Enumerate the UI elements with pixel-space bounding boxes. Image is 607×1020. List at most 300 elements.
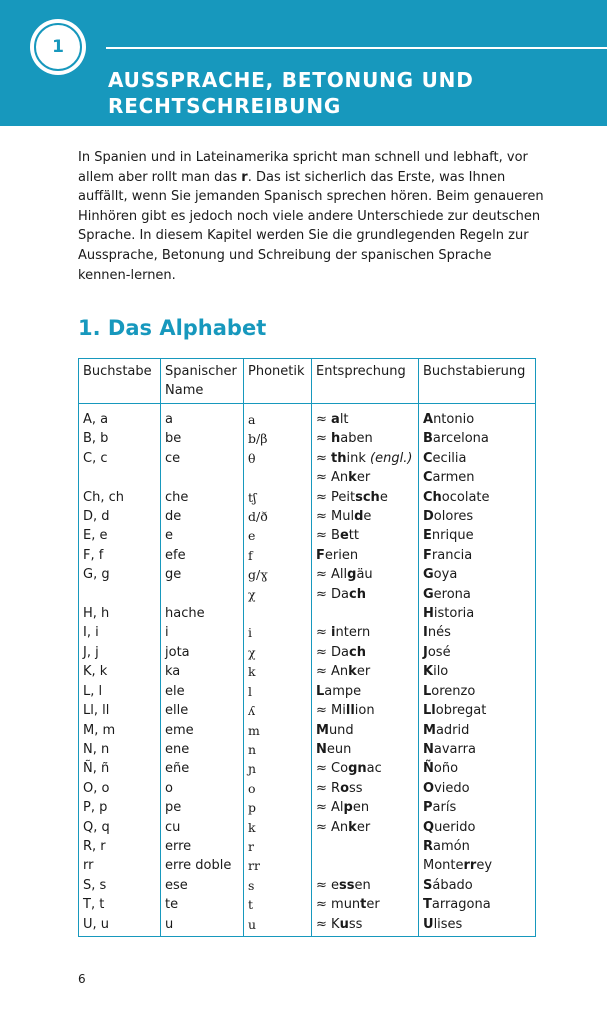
spelling-cell [419, 429, 536, 448]
spelling-word-rest: orenzo [431, 683, 476, 699]
table-row [79, 895, 536, 914]
phonetic-cell [244, 604, 312, 623]
spelling-highlight: Ch [423, 489, 442, 505]
spanish-name-text: ce [165, 450, 181, 466]
spelling-word-rest: viedo [434, 780, 470, 796]
spanish-name-text: elle [165, 703, 189, 719]
equivalent-text-end: er [356, 819, 371, 835]
equivalent-text-end: ac [366, 761, 382, 777]
letter-text: L, l [83, 683, 103, 699]
equivalent-text: ≈ R [316, 780, 341, 796]
spelling-word-rest: obregat [435, 703, 487, 719]
spelling-highlight: Ñ [423, 761, 434, 777]
equivalent-highlight: k [348, 664, 357, 680]
equivalent-text: ≈ Mul [316, 509, 355, 525]
letter-cell [79, 740, 161, 759]
letter-cell [79, 915, 161, 937]
phonetic-cell [244, 565, 312, 584]
equivalent-text-end: er [366, 897, 380, 913]
letter-text: J, j [83, 644, 99, 660]
spanish-name-text: cu [165, 819, 181, 835]
spanish-name-cell [161, 915, 244, 937]
spanish-name-text: erre [165, 838, 192, 854]
spelling-cell [419, 449, 536, 468]
spelling-highlight: F [423, 547, 432, 563]
spelling-word-rest: oya [433, 567, 458, 583]
spelling-word-rest: nrique [431, 528, 474, 544]
phonetic-text: rr [248, 858, 260, 874]
equivalent-highlight: gn [348, 761, 367, 777]
equivalent-highlight: e [339, 528, 349, 544]
spelling-cell [419, 468, 536, 487]
equivalent-text: ≈ An [316, 664, 349, 680]
phonetic-text: t [248, 897, 254, 913]
phonetic-cell [244, 546, 312, 565]
intro-paragraph [78, 148, 548, 285]
page-number: 6 [78, 972, 86, 986]
equivalent-text-end: ss [349, 780, 363, 796]
equivalent-highlight: a [331, 412, 340, 427]
equivalent-cell [312, 915, 419, 937]
spelling-highlight: P [423, 800, 433, 816]
spanish-name-text: pe [165, 800, 182, 816]
spelling-highlight: S [423, 877, 433, 893]
spanish-name-text: jota [165, 644, 190, 660]
equivalent-text: ≈ K [316, 916, 340, 932]
equivalent-highlight: L [316, 683, 325, 699]
table-row [79, 429, 536, 448]
equivalent-highlight: d [354, 509, 364, 525]
spelling-word-rest: ilo [433, 664, 449, 680]
spelling-word-rest: olores [433, 509, 474, 525]
phonetic-cell [244, 721, 312, 740]
phonetic-cell [244, 429, 312, 448]
letter-cell [79, 404, 161, 430]
equivalent-highlight: ch [349, 586, 366, 602]
spelling-word-rest: arragona [431, 897, 491, 913]
spanish-name-cell [161, 876, 244, 895]
phonetic-cell [244, 895, 312, 914]
chapter-title [108, 67, 588, 119]
equivalent-note: (engl.) [370, 450, 413, 466]
equivalent-highlight: o [340, 780, 349, 796]
equivalent-highlight: N [316, 741, 327, 757]
letter-text: Ñ, ñ [83, 761, 110, 777]
spelling-word-rest: ecilia [432, 450, 467, 466]
spelling-cell [419, 546, 536, 565]
spelling-highlight: K [423, 664, 434, 680]
spelling-cell [419, 701, 536, 720]
spanish-name-cell [161, 662, 244, 681]
spelling-cell [419, 585, 536, 604]
phonetic-text: tʃ [248, 489, 257, 505]
spanish-name-cell [161, 488, 244, 507]
spanish-name-cell [161, 721, 244, 740]
spanish-name-text: ese [165, 877, 188, 893]
spelling-word-rest: rancia [431, 547, 473, 563]
letter-cell [79, 759, 161, 778]
equivalent-text-end: ink [346, 450, 366, 466]
phonetic-text: l [248, 683, 252, 699]
equivalent-text-end: en [352, 800, 370, 816]
phonetic-cell [244, 643, 312, 662]
spelling-highlight: E [423, 528, 432, 544]
table-row [79, 565, 536, 584]
header-spelling: Buchstabierung [419, 359, 536, 404]
spelling-cell [419, 643, 536, 662]
phonetic-text: χ [248, 586, 256, 602]
phonetic-cell [244, 876, 312, 895]
equivalent-cell [312, 604, 419, 623]
spelling-highlight: I [423, 625, 428, 641]
equivalent-highlight: k [348, 470, 357, 486]
letter-text: rr [83, 858, 94, 874]
letter-text: R, r [83, 838, 106, 854]
phonetic-cell [244, 759, 312, 778]
equivalent-cell [312, 643, 419, 662]
letter-cell [79, 837, 161, 856]
table-row [79, 740, 536, 759]
spelling-highlight: C [423, 470, 433, 486]
spanish-name-text: de [165, 509, 182, 525]
spanish-name-cell [161, 404, 244, 430]
letter-text: T, t [83, 897, 105, 913]
spelling-cell [419, 895, 536, 914]
letter-cell [79, 779, 161, 798]
equivalent-text: ≈ mun [316, 897, 361, 913]
table-row [79, 526, 536, 545]
spelling-highlight: A [423, 412, 434, 427]
equivalent-cell [312, 876, 419, 895]
equivalent-text-end: en [354, 877, 371, 893]
equivalent-text: ≈ Co [316, 761, 349, 777]
equivalent-text: ≈ All [316, 567, 348, 583]
spelling-cell [419, 759, 536, 778]
spelling-cell [419, 662, 536, 681]
spanish-name-cell [161, 759, 244, 778]
letter-text: Ll, ll [83, 703, 110, 719]
phonetic-text: k [248, 664, 256, 680]
equivalent-cell [312, 837, 419, 856]
spelling-word-rest: ábado [432, 877, 473, 893]
spanish-name-text: o [165, 780, 173, 796]
spanish-name-text: e [165, 528, 173, 544]
spanish-name-text: a [165, 412, 173, 427]
letter-text: C, c [83, 450, 108, 466]
spanish-name-text: efe [165, 547, 186, 563]
spelling-cell [419, 856, 536, 875]
header-spanish-name: Spanischer Name [161, 359, 244, 404]
phonetic-text: n [248, 741, 257, 757]
table-row [79, 623, 536, 642]
spelling-highlight: O [423, 780, 435, 796]
chapter-number-badge [30, 19, 86, 75]
chapter-number: 1 [34, 23, 82, 71]
table-header-row [79, 359, 536, 404]
equivalent-cell [312, 546, 419, 565]
table-row [79, 488, 536, 507]
letter-cell [79, 585, 161, 604]
spelling-word-rest: lises [433, 916, 463, 932]
letter-cell [79, 488, 161, 507]
letter-text: H, h [83, 606, 110, 622]
spanish-name-cell [161, 643, 244, 662]
letter-cell [79, 565, 161, 584]
table-row [79, 468, 536, 487]
section-heading: 1. Das Alphabet [78, 316, 267, 340]
equivalent-highlight: ll [345, 703, 355, 719]
phonetic-text: r [248, 838, 254, 854]
equivalent-cell [312, 507, 419, 526]
equivalent-text-end: aben [340, 431, 373, 447]
equivalent-text: ≈ Da [316, 586, 350, 602]
phonetic-cell [244, 701, 312, 720]
phonetic-cell [244, 798, 312, 817]
spelling-word-start: Monte [423, 858, 464, 874]
spanish-name-cell [161, 468, 244, 487]
spelling-cell [419, 798, 536, 817]
equivalent-text-end: erien [324, 547, 359, 563]
spanish-name-cell [161, 856, 244, 875]
equivalent-text: ≈ Al [316, 800, 344, 816]
equivalent-text: ≈ [316, 625, 332, 641]
letter-text: A, a [83, 412, 109, 427]
header-phonetic: Phonetik [244, 359, 312, 404]
letter-text: K, k [83, 664, 108, 680]
spelling-word-rest: ntonio [433, 412, 475, 427]
letter-text: I, i [83, 625, 99, 641]
phonetic-text: θ [248, 450, 256, 466]
letter-cell [79, 798, 161, 817]
table-row [79, 449, 536, 468]
table-row [79, 876, 536, 895]
letter-cell [79, 818, 161, 837]
table-row [79, 759, 536, 778]
spelling-cell [419, 779, 536, 798]
spelling-cell [419, 721, 536, 740]
phonetic-cell [244, 740, 312, 759]
letter-cell [79, 643, 161, 662]
letter-cell [79, 856, 161, 875]
phonetic-text: e [248, 528, 256, 544]
spanish-name-text: eme [165, 722, 194, 738]
equivalent-text-end: er [356, 470, 371, 486]
spelling-word-rest: osé [427, 644, 451, 660]
equivalent-text-end: tt [348, 528, 359, 544]
letter-text: E, e [83, 528, 108, 544]
phonetic-text: p [248, 800, 257, 816]
spanish-name-cell [161, 565, 244, 584]
spanish-name-text: i [165, 625, 169, 641]
letter-cell [79, 604, 161, 623]
spanish-name-cell [161, 895, 244, 914]
letter-text: G, g [83, 567, 110, 583]
chapter-title-line-1: AUSSPRACHE, BETONUNG UND [108, 68, 474, 92]
letter-cell [79, 429, 161, 448]
spelling-word-rest: ey [476, 858, 493, 874]
phonetic-text: s [248, 877, 255, 893]
phonetic-cell [244, 856, 312, 875]
spelling-word-rest: erona [433, 586, 471, 602]
spelling-highlight: U [423, 916, 434, 932]
equivalent-text: ≈ [316, 412, 332, 427]
equivalent-cell [312, 721, 419, 740]
equivalent-text: ≈ B [316, 528, 340, 544]
equivalent-cell [312, 662, 419, 681]
spanish-name-cell [161, 740, 244, 759]
spanish-name-cell [161, 585, 244, 604]
phonetic-text: k [248, 819, 256, 835]
spelling-word-rest: arís [432, 800, 457, 816]
phonetic-text: f [248, 547, 253, 563]
spelling-highlight: R [423, 838, 434, 854]
equivalent-text: ≈ e [316, 877, 340, 893]
phonetic-cell [244, 526, 312, 545]
spelling-cell [419, 488, 536, 507]
table-row [79, 798, 536, 817]
table-row [79, 701, 536, 720]
table-row [79, 856, 536, 875]
spelling-cell [419, 682, 536, 701]
phonetic-text: b/β [248, 431, 268, 447]
letter-cell [79, 721, 161, 740]
phonetic-text: ʎ [248, 703, 256, 719]
spelling-word-rest: avarra [433, 741, 476, 757]
equivalent-highlight: u [339, 916, 349, 932]
spelling-highlight: L [423, 683, 432, 699]
spelling-word-rest: adrid [435, 722, 470, 738]
table-row [79, 915, 536, 937]
header-rule [106, 47, 607, 49]
equivalent-text: ≈ [316, 450, 332, 466]
spelling-highlight: B [423, 431, 433, 447]
spanish-name-text: ka [165, 664, 181, 680]
spanish-name-cell [161, 429, 244, 448]
equivalent-cell [312, 895, 419, 914]
phonetic-cell [244, 915, 312, 937]
spanish-name-text: hache [165, 606, 205, 622]
table-row [79, 546, 536, 565]
equivalent-highlight: i [331, 625, 336, 641]
chapter-title-line-2: RECHTSCHREIBUNG [108, 94, 342, 118]
equivalent-cell [312, 682, 419, 701]
chapter-header [0, 0, 607, 126]
equivalent-cell [312, 449, 419, 468]
letter-text: B, b [83, 431, 109, 447]
table-row [79, 721, 536, 740]
phonetic-cell [244, 449, 312, 468]
equivalent-highlight: ss [339, 877, 355, 893]
equivalent-cell [312, 798, 419, 817]
equivalent-highlight: g [347, 567, 357, 583]
letter-cell [79, 507, 161, 526]
spelling-word-rest: oño [433, 761, 459, 777]
phonetic-text: ɲ [248, 761, 257, 777]
equivalent-cell [312, 565, 419, 584]
letter-cell [79, 876, 161, 895]
spelling-highlight: G [423, 567, 434, 583]
spanish-name-cell [161, 526, 244, 545]
spanish-name-cell [161, 623, 244, 642]
spelling-cell [419, 507, 536, 526]
phonetic-text: χ [248, 644, 256, 660]
equivalent-text: ≈ Da [316, 644, 350, 660]
spelling-highlight: N [423, 741, 434, 757]
phonetic-text: u [248, 916, 257, 932]
spanish-name-text: te [165, 897, 179, 913]
spelling-cell [419, 526, 536, 545]
equivalent-text-end: lt [339, 412, 349, 427]
equivalent-cell [312, 526, 419, 545]
phonetic-cell [244, 488, 312, 507]
spelling-highlight: G [423, 586, 434, 602]
table-row [79, 507, 536, 526]
header-letter: Buchstabe [79, 359, 161, 404]
intro-text-start: In Spanien und in Lateinamerika spricht man schnell und lebhaft, vor allem aber rollt man das [78, 150, 528, 185]
spanish-name-cell [161, 779, 244, 798]
spelling-highlight: Q [423, 819, 435, 835]
table-row [79, 682, 536, 701]
phonetic-text: i [248, 625, 252, 641]
spelling-highlight: Ll [423, 703, 436, 719]
equivalent-text: ≈ [316, 431, 332, 447]
spelling-cell [419, 604, 536, 623]
phonetic-text: g/ɣ [248, 567, 268, 583]
alphabet-table [78, 358, 536, 937]
letter-text: M, m [83, 722, 116, 738]
phonetic-cell [244, 507, 312, 526]
equivalent-cell [312, 818, 419, 837]
spelling-word-rest: istoria [433, 606, 475, 622]
equivalent-text-end: und [328, 722, 354, 738]
phonetic-cell [244, 779, 312, 798]
equivalent-cell [312, 468, 419, 487]
spelling-cell [419, 915, 536, 937]
spanish-name-text: erre doble [165, 858, 232, 874]
letter-cell [79, 682, 161, 701]
equivalent-highlight: sch [355, 489, 380, 505]
equivalent-text-end: eun [326, 741, 352, 757]
header-equivalent: Entsprechung [312, 359, 419, 404]
spelling-highlight: M [423, 722, 436, 738]
phonetic-cell [244, 585, 312, 604]
letter-text: P, p [83, 800, 108, 816]
table-row [79, 404, 536, 430]
table-row [79, 585, 536, 604]
equivalent-cell [312, 701, 419, 720]
phonetic-cell [244, 837, 312, 856]
letter-text: Ch, ch [83, 489, 124, 505]
phonetic-cell [244, 662, 312, 681]
letter-cell [79, 449, 161, 468]
spelling-word-rest: nés [427, 625, 451, 641]
phonetic-text: d/ð [248, 509, 268, 525]
letter-cell [79, 468, 161, 487]
equivalent-highlight: p [343, 800, 353, 816]
spanish-name-text: ene [165, 741, 190, 757]
spanish-name-cell [161, 818, 244, 837]
spelling-cell [419, 876, 536, 895]
spelling-highlight: D [423, 509, 434, 525]
spanish-name-cell [161, 701, 244, 720]
spanish-name-text: che [165, 489, 189, 505]
phonetic-text: a [248, 412, 256, 427]
spanish-name-cell [161, 546, 244, 565]
equivalent-cell [312, 429, 419, 448]
equivalent-highlight: M [316, 722, 329, 738]
spanish-name-cell [161, 507, 244, 526]
equivalent-cell [312, 856, 419, 875]
